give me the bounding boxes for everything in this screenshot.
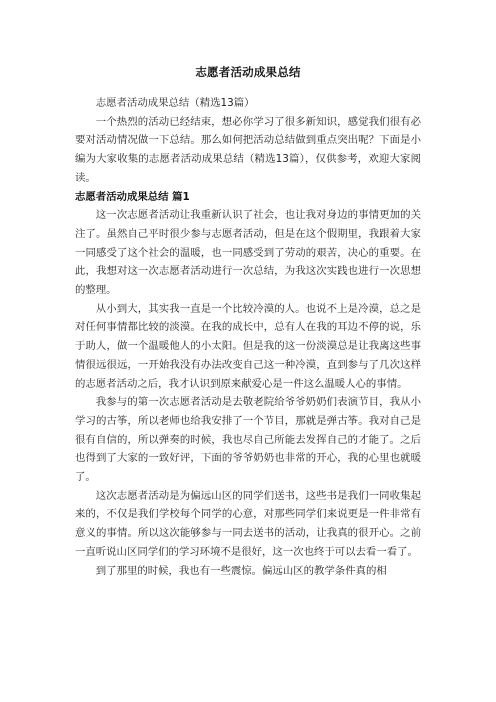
body-paragraph-2: 从小到大，其实我一直是一个比较冷漠的人。也说不上是冷漠，总之是对任何事情都比较的淡漠。在我的成长中，总有人在我的耳边不停的说，乐于助人，做一个温暖他人的小太阳。但是我的这一份淡漠总是让我离这些事情很远很远，一开始我没有办法改变自己这一种冷漠，直到参与了几次这样的志愿者活动之后，我才认识到原来献爱心是一件这么温暖人心的事情。 xyxy=(75,302,421,390)
body-paragraph-5: 到了那里的时候，我也有一些震惊。偏远山区的教学条件真的相 xyxy=(95,564,387,577)
document-body xyxy=(75,94,421,580)
document-subtitle: 志愿者活动成果总结（精选13篇） xyxy=(95,97,255,109)
body-paragraph-1: 这一次志愿者活动让我重新认识了社会，也让我对身边的事情更加的关注了。虽然自己平时很少参与志愿者活动，但是在这个假期里，我跟着大家一同感受了这个社会的温暖，也一同感受到了劳动的艰苦，决心的重要。在此，我想对这一次志愿者活动进行一次总结，为我这次实践也进行一次思想的整理。 xyxy=(75,209,421,297)
body-paragraph-4: 这次志愿者活动是为偏远山区的同学们送书，这些书是我们一同收集起来的，不仅是我们学校每个同学的心意，对那些同学们来说更是一件非常有意义的事情。所以这次能够参与一同去送书的活动，让我真的很开心。之前一直听说山区同学们的学习环境不是很好，这一次也终于可以去看一看了。 xyxy=(75,489,421,558)
intro-paragraph: 一个热烈的活动已经结束，想必你学习了很多新知识，感觉我们很有必要对活动情况做一下总结。那么如何把活动总结做到重点突出呢？下面是小编为大家收集的志愿者活动成果总结（精选13篇），仅供参考，欢迎大家阅读。 xyxy=(75,115,421,184)
document-title: 志愿者活动成果总结 xyxy=(195,65,301,79)
body-paragraph-3: 我参与的第一次志愿者活动是去敬老院给爷爷奶奶们表演节目，我从小学习的古筝，所以老师也给我安排了一个节目，那就是弹古筝。我对自己是很有自信的，所以弹奏的时候，我也尽自己所能去发挥自己的才能了。之后也得到了大家的一致好评，下面的爷爷奶奶也非常的开心，我的心里也就暖了。 xyxy=(75,396,421,484)
section-heading: 志愿者活动成果总结 篇1 xyxy=(75,190,190,203)
